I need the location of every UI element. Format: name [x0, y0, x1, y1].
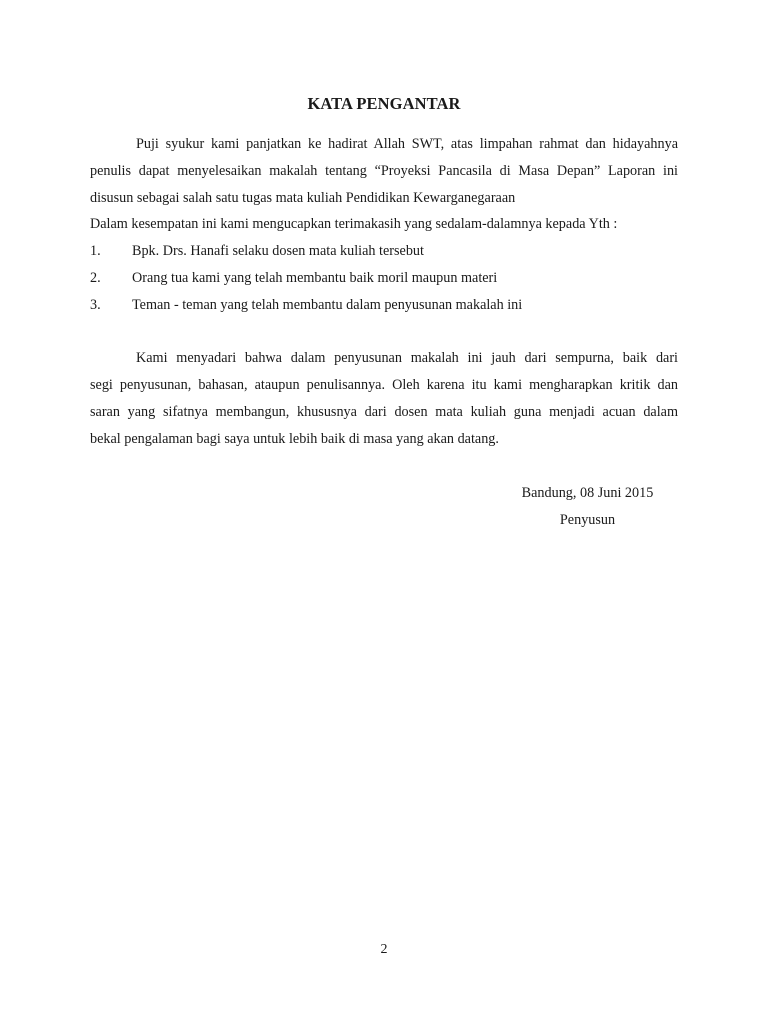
- signature-place-date: Bandung, 08 Juni 2015: [521, 485, 654, 501]
- list-number: 3.: [90, 297, 101, 313]
- intro-paragraph: [90, 131, 678, 212]
- list-item: [90, 265, 522, 292]
- paragraph-line-text: Puji syukur kami panjatkan ke hadirat Allah SWT, atas limpahan rahmat dan hidayahnya: [136, 136, 678, 152]
- signature-block: [500, 480, 675, 534]
- paragraph-line: segi penyusunan, bahasan, ataupun penulisannya. Oleh karena itu kami mengharapkan kritik dan: [90, 377, 678, 393]
- signature-author: Penyusun: [559, 512, 616, 528]
- thanks-intro: Dalam kesempatan ini kami mengucapkan terimakasih yang sedalam-dalamnya kepada Yth :: [90, 216, 618, 232]
- paragraph-line: bekal pengalaman bagi saya untuk lebih baik di masa yang akan datang.: [90, 431, 499, 447]
- paragraph-line: saran yang sifatnya membangun, khususnya dari dosen mata kuliah guna menjadi acuan dalam: [90, 404, 678, 420]
- thanks-list: [90, 238, 522, 319]
- paragraph-line: [90, 345, 678, 372]
- list-number: 2.: [90, 270, 101, 286]
- list-text: Orang tua kami yang telah membantu baik moril maupun materi: [132, 270, 498, 286]
- paragraph-line: penulis dapat menyelesaikan makalah tentang “Proyeksi Pancasila di Masa Depan” Laporan ini: [90, 163, 678, 179]
- list-text: Bpk. Drs. Hanafi selaku dosen mata kuliah tersebut: [132, 243, 424, 259]
- list-number: 1.: [90, 243, 101, 259]
- paragraph-line: [90, 131, 678, 158]
- paragraph-line-text: Kami menyadari bahwa dalam penyusunan makalah ini jauh dari sempurna, baik dari: [136, 350, 678, 366]
- closing-paragraph: [90, 345, 678, 453]
- list-item: [90, 238, 522, 265]
- page-number: 2: [380, 942, 388, 957]
- document-title: KATA PENGANTAR: [307, 94, 461, 113]
- paragraph-line: disusun sebagai salah satu tugas mata kuliah Pendidikan Kewarganegaraan: [90, 190, 516, 206]
- list-text: Teman - teman yang telah membantu dalam penyusunan makalah ini: [132, 297, 523, 313]
- list-item: [90, 292, 522, 319]
